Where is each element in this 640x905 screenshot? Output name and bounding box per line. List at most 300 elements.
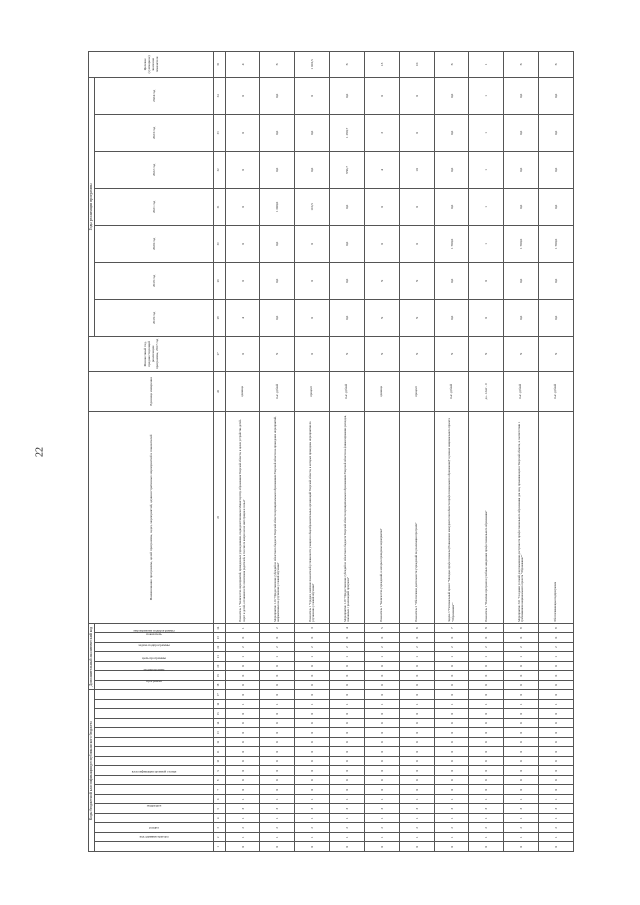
code-cell: 0 bbox=[295, 719, 330, 729]
column-number: 15 bbox=[213, 709, 225, 719]
row-name: Мероприятие 1.18 "Предоставление субсидий из областного бюджета Тверской области муниципальным образованиям Тверской области на финансирование расходов, связанных с реализацией программ" bbox=[330, 411, 365, 623]
code-cell: 1 bbox=[469, 652, 504, 662]
header-year-2022-год: 2022 год bbox=[94, 151, 213, 188]
code-cell: 0 bbox=[330, 785, 365, 795]
code-cell: 0 bbox=[539, 738, 574, 748]
code-cell: 2 bbox=[330, 823, 365, 833]
row-name: Показатель 1 "Наличие программ в учебных заведениях профессионального образования" bbox=[469, 411, 504, 623]
code-cell: 1 bbox=[330, 795, 365, 805]
year-value: 1 bbox=[469, 225, 504, 262]
row-total: 1 010,5 bbox=[295, 51, 330, 77]
code-cell: 0 bbox=[260, 766, 295, 776]
code-cell: 1 bbox=[469, 700, 504, 710]
code-cell: 1 bbox=[330, 700, 365, 710]
code-cell: 0 bbox=[434, 785, 469, 795]
code-cell: 0 bbox=[225, 757, 260, 767]
code-cell: 0 bbox=[260, 680, 295, 690]
code-cell: 1 bbox=[295, 814, 330, 824]
code-cell: 0 bbox=[434, 709, 469, 719]
header-code-col bbox=[94, 738, 213, 748]
column-number: 2 bbox=[213, 833, 225, 843]
code-cell: 0 bbox=[330, 747, 365, 757]
code-cell: 0 bbox=[504, 709, 539, 719]
code-cell: 0 bbox=[539, 728, 574, 738]
code-cell: 0 bbox=[399, 709, 434, 719]
code-cell: 1 bbox=[295, 652, 330, 662]
column-number-row bbox=[213, 51, 225, 851]
column-number: 32 bbox=[213, 151, 225, 188]
code-cell: 0 bbox=[295, 671, 330, 681]
row-total: Х bbox=[330, 51, 365, 77]
year-value: 0,0 bbox=[539, 151, 574, 188]
code-cell: 0 bbox=[260, 661, 295, 671]
code-cell: 1 bbox=[260, 814, 295, 824]
code-cell: 0 bbox=[539, 842, 574, 852]
code-cell: 0 bbox=[539, 757, 574, 767]
year-value: 0,0 bbox=[330, 188, 365, 225]
code-cell: 3 bbox=[225, 804, 260, 814]
code-cell: 1 bbox=[364, 795, 399, 805]
row-unit: тыс. рублей bbox=[330, 371, 365, 411]
year-value: 0 bbox=[225, 188, 260, 225]
year-value: 1 bbox=[469, 151, 504, 188]
table-row bbox=[399, 51, 434, 851]
header-fin-year: Финансовый год, предшествующий реализации программы, 2017 год bbox=[89, 336, 214, 371]
code-cell: 0 bbox=[399, 633, 434, 643]
code-cell: 0 bbox=[364, 842, 399, 852]
code-cell: 0 bbox=[364, 738, 399, 748]
row-unit: единица bbox=[364, 371, 399, 411]
code-cell: 0 bbox=[399, 661, 434, 671]
year-value: Х bbox=[364, 299, 399, 336]
year-value: 0,0 bbox=[434, 151, 469, 188]
year-value: 0,0 bbox=[539, 114, 574, 151]
code-cell: 2 bbox=[295, 823, 330, 833]
row-name: Мероприятие 1.16 "Предоставление субсидий из областного бюджета Тверской области муниципальным образованиям Тверской области на проведение мероприятий, направленных на улучшение условий обучения" bbox=[260, 411, 295, 623]
year-value: 0,0 bbox=[260, 299, 295, 336]
table-row bbox=[225, 51, 260, 851]
header-code-label: подпрограмма bbox=[143, 667, 164, 672]
column-number: 14 bbox=[213, 719, 225, 729]
code-cell: 0 bbox=[399, 680, 434, 690]
code-cell: 0 bbox=[399, 671, 434, 681]
row-fin-year: 0 bbox=[225, 336, 260, 371]
column-number: 16 bbox=[213, 700, 225, 710]
year-value: 10 bbox=[399, 151, 434, 188]
code-cell: 1 bbox=[399, 814, 434, 824]
code-cell: 0 bbox=[260, 776, 295, 786]
table-row bbox=[260, 51, 295, 851]
year-value: 0,0 bbox=[330, 77, 365, 114]
code-cell: 0 bbox=[504, 785, 539, 795]
code-cell: 0 bbox=[434, 680, 469, 690]
code-cell: 1 bbox=[225, 652, 260, 662]
code-cell: 0 bbox=[260, 671, 295, 681]
code-cell: 0 bbox=[295, 709, 330, 719]
year-value: 0 bbox=[225, 114, 260, 151]
code-cell: 0 bbox=[539, 671, 574, 681]
code-cell: 0 bbox=[364, 766, 399, 776]
code-cell: 3 bbox=[434, 804, 469, 814]
year-value: 0,0 bbox=[504, 262, 539, 299]
code-cell: 0 bbox=[225, 766, 260, 776]
column-number: 22 bbox=[213, 642, 225, 652]
code-cell: 0 bbox=[399, 738, 434, 748]
code-cell: 1 bbox=[469, 814, 504, 824]
code-cell: 0 bbox=[260, 690, 295, 700]
year-value: 0 bbox=[399, 77, 434, 114]
header-year-2024-год: 2024 год bbox=[94, 77, 213, 114]
code-cell: 0 bbox=[330, 671, 365, 681]
year-value: 0 bbox=[295, 77, 330, 114]
code-cell: 0 bbox=[225, 842, 260, 852]
code-cell: 0 bbox=[504, 776, 539, 786]
header-group-classification: Коды бюджетной классификации республиканского бюджета bbox=[89, 690, 95, 852]
code-cell: 0 bbox=[469, 633, 504, 643]
year-value: 0 bbox=[225, 262, 260, 299]
code-cell: 0 bbox=[469, 785, 504, 795]
header-code-col bbox=[94, 633, 213, 643]
column-number: 19 bbox=[213, 671, 225, 681]
column-number: 10 bbox=[213, 757, 225, 767]
code-cell: 1 bbox=[539, 795, 574, 805]
column-number: 30 bbox=[213, 225, 225, 262]
row-total: 1 bbox=[469, 51, 504, 77]
column-number: 21 bbox=[213, 652, 225, 662]
code-cell: 0 bbox=[434, 738, 469, 748]
header-code-label: классификация целевой статьи bbox=[131, 769, 176, 774]
header-code-label: задача подпрограммы bbox=[137, 643, 170, 648]
code-cell: 1 bbox=[225, 795, 260, 805]
column-number: 11 bbox=[213, 747, 225, 757]
code-cell: 0 bbox=[364, 680, 399, 690]
code-cell: 0 bbox=[364, 633, 399, 643]
year-value: 0 bbox=[295, 262, 330, 299]
code-cell: 1 bbox=[399, 652, 434, 662]
year-value: Х bbox=[364, 262, 399, 299]
table-row bbox=[434, 51, 469, 851]
header-code-label: подраздел bbox=[146, 803, 161, 808]
code-cell: 1 bbox=[295, 795, 330, 805]
year-value: 0,0 bbox=[260, 225, 295, 262]
code-cell: 0 bbox=[330, 842, 365, 852]
code-cell: 0 bbox=[399, 690, 434, 700]
column-number: 24 bbox=[213, 623, 225, 633]
code-cell: 0 bbox=[504, 671, 539, 681]
code-cell: 0 bbox=[469, 719, 504, 729]
code-cell: 0 bbox=[295, 728, 330, 738]
code-cell: 1 bbox=[260, 700, 295, 710]
code-cell: 0 bbox=[504, 738, 539, 748]
code-cell: 0 bbox=[330, 766, 365, 776]
column-number: 23 bbox=[213, 633, 225, 643]
column-number: 9 bbox=[213, 766, 225, 776]
year-value: 0,0 bbox=[330, 299, 365, 336]
header-code-col bbox=[94, 680, 213, 690]
code-cell: 0 bbox=[364, 709, 399, 719]
header-unit: Единица измерения bbox=[89, 371, 214, 411]
row-total: Х bbox=[434, 51, 469, 77]
code-cell: 0 bbox=[469, 766, 504, 776]
year-value: 950,7 bbox=[330, 151, 365, 188]
code-cell: 1 bbox=[469, 795, 504, 805]
code-cell: 0 bbox=[295, 661, 330, 671]
header-code-label: мероприятие подпрограммы bbox=[133, 628, 175, 633]
code-cell: 1 bbox=[260, 795, 295, 805]
year-value: 1 590,0 bbox=[434, 225, 469, 262]
header-code-col bbox=[94, 834, 213, 852]
row-name: Мероприятие 3.01 "Создание условий для повышения доступности профессионального образования для лиц, проживающих в Тверской области, в соответствии с требованиями национального проекта "Образование"" bbox=[504, 411, 539, 623]
row-unit: тыс. рублей bbox=[504, 371, 539, 411]
row-unit: да - 1/нет - 0 bbox=[469, 371, 504, 411]
code-cell: 0 bbox=[539, 776, 574, 786]
header-year-2023-год: 2023 год bbox=[94, 114, 213, 151]
header-year-2021-год: 2021 год bbox=[94, 188, 213, 225]
code-cell: 2 bbox=[434, 642, 469, 652]
header-code-col bbox=[94, 690, 213, 700]
row-fin-year: Х bbox=[260, 336, 295, 371]
row-total: 4 bbox=[225, 51, 260, 77]
code-cell: 0 bbox=[434, 690, 469, 700]
code-cell: 0 bbox=[225, 785, 260, 795]
row-fin-year: Х bbox=[504, 336, 539, 371]
column-number: 4 bbox=[213, 814, 225, 824]
code-cell: 2 bbox=[260, 642, 295, 652]
code-cell: 0 bbox=[225, 776, 260, 786]
code-cell: 0 bbox=[364, 728, 399, 738]
code-cell: 1 bbox=[434, 652, 469, 662]
code-cell: 0 bbox=[260, 633, 295, 643]
year-value: 1 bbox=[469, 188, 504, 225]
code-cell: 0 bbox=[504, 661, 539, 671]
table-row bbox=[364, 51, 399, 851]
code-cell: 0 bbox=[225, 671, 260, 681]
code-cell: 1 bbox=[434, 833, 469, 843]
code-cell: 2 bbox=[504, 642, 539, 652]
code-cell: 0 bbox=[260, 785, 295, 795]
row-fin-year: Х bbox=[539, 336, 574, 371]
code-cell: 1 bbox=[295, 833, 330, 843]
code-cell: 2 bbox=[225, 823, 260, 833]
code-cell: 0 bbox=[225, 633, 260, 643]
code-cell: 0 bbox=[225, 661, 260, 671]
table-sheet bbox=[88, 52, 574, 852]
column-number: 8 bbox=[213, 776, 225, 786]
code-cell: 1 bbox=[364, 700, 399, 710]
year-value: 1 000,0 bbox=[260, 188, 295, 225]
code-cell: 0 bbox=[364, 776, 399, 786]
column-number: 1 bbox=[213, 842, 225, 852]
code-cell: 1 bbox=[399, 795, 434, 805]
code-cell: 2 bbox=[434, 823, 469, 833]
code-cell: 8 bbox=[469, 623, 504, 633]
year-value: 0,0 bbox=[260, 262, 295, 299]
year-value: Х bbox=[399, 299, 434, 336]
header-code-label: цель программы bbox=[141, 656, 166, 661]
code-cell: 0 bbox=[399, 728, 434, 738]
code-cell: 2 bbox=[539, 823, 574, 833]
column-number: 27 bbox=[213, 336, 225, 371]
code-cell: 0 bbox=[504, 766, 539, 776]
code-cell: 0 bbox=[434, 671, 469, 681]
code-cell: 0 bbox=[504, 690, 539, 700]
code-cell: 0 bbox=[504, 633, 539, 643]
table-row bbox=[539, 51, 574, 851]
year-value: 0,0 bbox=[330, 225, 365, 262]
code-cell: 3 bbox=[364, 804, 399, 814]
page-number: 22 bbox=[34, 447, 46, 457]
year-value: 0,0 bbox=[504, 77, 539, 114]
code-cell: 0 bbox=[434, 633, 469, 643]
code-cell: 1 bbox=[539, 700, 574, 710]
code-cell: 1 bbox=[225, 623, 260, 633]
column-number: 7 bbox=[213, 785, 225, 795]
code-cell: 0 bbox=[330, 728, 365, 738]
code-cell: 0 bbox=[399, 842, 434, 852]
code-cell: 0 bbox=[295, 747, 330, 757]
year-value: 0,0 bbox=[539, 77, 574, 114]
program-table bbox=[88, 51, 574, 852]
code-cell: 1 bbox=[434, 700, 469, 710]
row-fin-year: Х bbox=[364, 336, 399, 371]
row-unit: тыс. рублей bbox=[260, 371, 295, 411]
column-number: 6 bbox=[213, 795, 225, 805]
code-cell: 1 bbox=[504, 652, 539, 662]
code-cell: 1 bbox=[504, 833, 539, 843]
code-cell: 0 bbox=[330, 661, 365, 671]
year-value: 0,0 bbox=[260, 114, 295, 151]
code-cell: 0 bbox=[399, 719, 434, 729]
code-cell: 0 bbox=[330, 709, 365, 719]
code-cell: 0 bbox=[434, 747, 469, 757]
year-value: 0,0 bbox=[295, 151, 330, 188]
header-code-col bbox=[94, 769, 213, 795]
code-cell: 0 bbox=[469, 757, 504, 767]
code-cell: 0 bbox=[434, 661, 469, 671]
row-name: Показатель 1 "Количество учреждений, в которых проведены мероприятия" bbox=[364, 411, 399, 623]
code-cell: 0 bbox=[330, 738, 365, 748]
header-years-group: Годы реализации программы bbox=[89, 77, 95, 336]
code-cell: 0 bbox=[330, 633, 365, 643]
code-cell: 0 bbox=[225, 747, 260, 757]
header-code-col bbox=[94, 709, 213, 719]
year-value: 0 bbox=[364, 225, 399, 262]
code-cell: 0 bbox=[539, 633, 574, 643]
code-cell: 3 bbox=[260, 804, 295, 814]
row-total: Х bbox=[260, 51, 295, 77]
code-cell: 0 bbox=[295, 680, 330, 690]
year-value: 0 bbox=[225, 77, 260, 114]
header-code-label: программа bbox=[145, 679, 162, 684]
header-total: Целевое (суммарное) значение показателя bbox=[89, 51, 214, 77]
year-value: 1 290,7 bbox=[330, 114, 365, 151]
code-cell: 2 bbox=[469, 642, 504, 652]
code-cell: 1 bbox=[434, 795, 469, 805]
row-unit: тыс. рублей bbox=[434, 371, 469, 411]
year-value: 0 bbox=[295, 299, 330, 336]
code-cell: 0 bbox=[434, 776, 469, 786]
code-cell: 0 bbox=[364, 785, 399, 795]
header-code-label: код администратора bbox=[139, 834, 169, 839]
code-cell: 4 bbox=[330, 623, 365, 633]
code-cell: 0 bbox=[504, 757, 539, 767]
header-code-label: раздел bbox=[148, 825, 159, 830]
code-cell: 1 bbox=[364, 652, 399, 662]
code-cell: 1 bbox=[225, 814, 260, 824]
code-cell: 3 bbox=[399, 804, 434, 814]
code-cell: 2 bbox=[399, 642, 434, 652]
code-cell: 0 bbox=[469, 690, 504, 700]
year-value: 0,0 bbox=[260, 77, 295, 114]
row-fin-year: Х bbox=[469, 336, 504, 371]
code-cell: 0 bbox=[260, 738, 295, 748]
code-cell: 1 bbox=[364, 833, 399, 843]
year-value: 0 bbox=[469, 299, 504, 336]
code-cell: 0 bbox=[260, 709, 295, 719]
column-number: 5 bbox=[213, 804, 225, 814]
year-value: Х bbox=[399, 262, 434, 299]
code-cell: 1 bbox=[295, 700, 330, 710]
header-year-2018-год: 2018 год bbox=[94, 299, 213, 336]
code-cell: 0 bbox=[295, 842, 330, 852]
year-value: 1 bbox=[469, 77, 504, 114]
code-cell: 1 bbox=[539, 833, 574, 843]
code-cell: 2 bbox=[260, 823, 295, 833]
code-cell: 0 bbox=[469, 680, 504, 690]
column-number: 17 bbox=[213, 690, 225, 700]
code-cell: 0 bbox=[504, 680, 539, 690]
code-cell: 0 bbox=[225, 719, 260, 729]
row-fin-year: 0 bbox=[295, 336, 330, 371]
row-unit: тыс. рублей bbox=[539, 371, 574, 411]
row-fin-year: Х bbox=[399, 336, 434, 371]
year-value: 0,0 bbox=[504, 114, 539, 151]
code-cell: 0 bbox=[469, 728, 504, 738]
code-cell: 2 bbox=[364, 823, 399, 833]
code-cell: 9 bbox=[504, 623, 539, 633]
year-value: 4 bbox=[225, 299, 260, 336]
code-cell: 0 bbox=[399, 776, 434, 786]
code-cell: 1 bbox=[539, 652, 574, 662]
code-cell: 0 bbox=[295, 776, 330, 786]
year-value: 1 590,0 bbox=[539, 225, 574, 262]
code-cell: 0 bbox=[434, 728, 469, 738]
code-cell: 0 bbox=[330, 757, 365, 767]
code-cell: 0 bbox=[260, 747, 295, 757]
column-number: 31 bbox=[213, 188, 225, 225]
code-cell: 0 bbox=[330, 680, 365, 690]
code-cell: 1 bbox=[225, 833, 260, 843]
code-cell: 2 bbox=[330, 642, 365, 652]
code-cell: 0 bbox=[469, 842, 504, 852]
column-number: 13 bbox=[213, 728, 225, 738]
code-cell: 0 bbox=[364, 671, 399, 681]
year-value: 3 bbox=[364, 114, 399, 151]
code-cell: 0 bbox=[399, 747, 434, 757]
code-cell: 1 bbox=[364, 814, 399, 824]
year-value: 0,0 bbox=[330, 262, 365, 299]
year-value: 4 bbox=[364, 151, 399, 188]
code-cell: 3 bbox=[295, 623, 330, 633]
year-value: 0,0 bbox=[504, 151, 539, 188]
year-value: 0,0 bbox=[434, 299, 469, 336]
code-cell: 0 bbox=[364, 661, 399, 671]
year-value: 0 bbox=[295, 225, 330, 262]
code-cell: 0 bbox=[330, 719, 365, 729]
code-cell: 0 bbox=[295, 766, 330, 776]
code-cell: 0 bbox=[225, 690, 260, 700]
code-cell: 0 bbox=[504, 728, 539, 738]
